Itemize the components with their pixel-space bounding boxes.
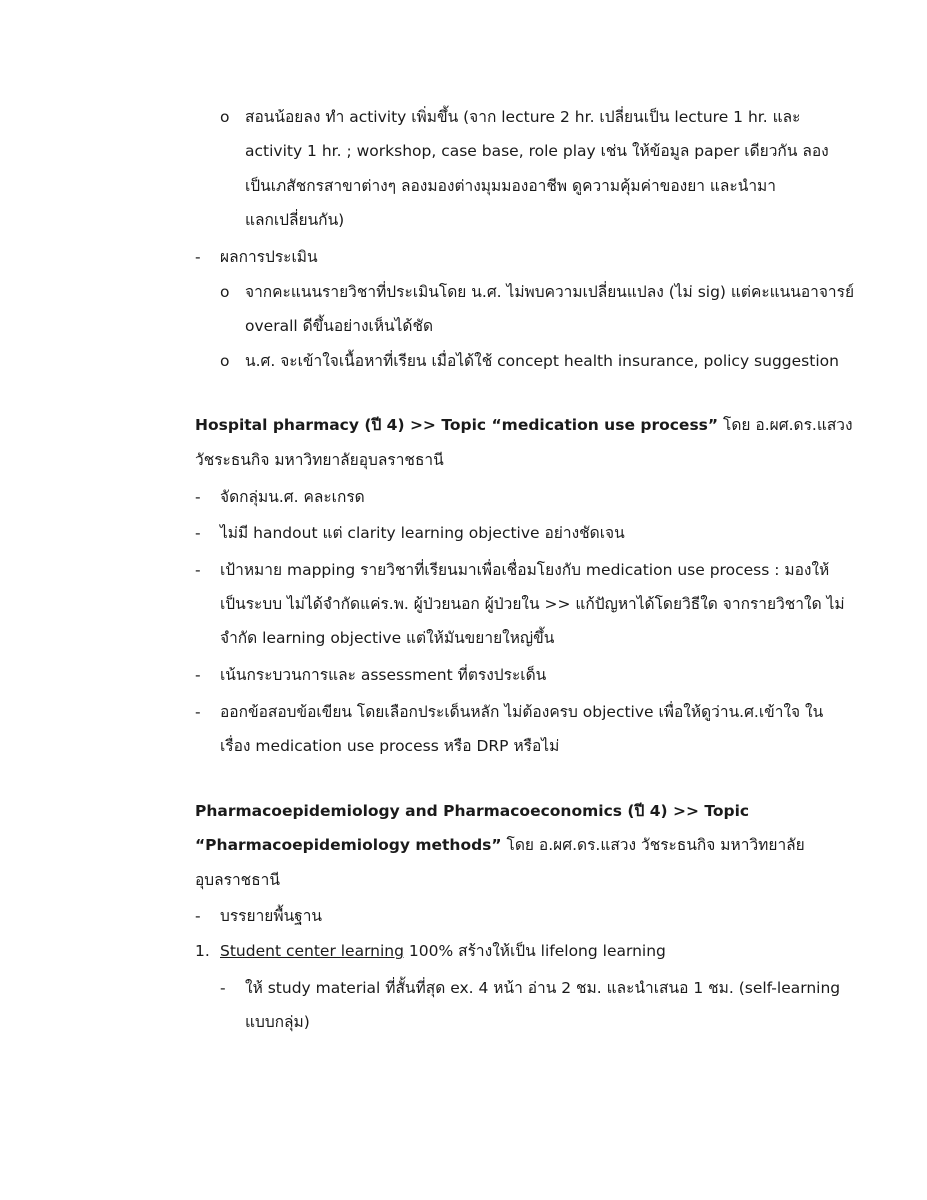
numbered-item-text: 100% สร้างให้เป็น lifelong learning [403, 942, 666, 960]
section-title-line3: อุบลราชธานี [195, 871, 280, 889]
dash-bullet: - [195, 907, 201, 925]
text-line: activity 1 hr. ; workshop, case base, role play เช่น ให้ข้อมูล paper เดียวกัน ลอง [245, 142, 829, 160]
dash-bullet: - [195, 666, 201, 684]
section-title-author: โดย อ.ผศ.ดร.แสวง [718, 416, 853, 434]
text-line: แบบกลุ่ม) [245, 1013, 310, 1031]
text-line: จำกัด learning objective แต่ให้มันขยายใหญ่ขึ้น [220, 629, 555, 647]
section-title-line2: วัชระธนกิจ มหาวิทยาลัยอุบลราชธานี [195, 451, 444, 469]
text-line: เป็นระบบ ไม่ได้จำกัดแค่ร.พ. ผู้ป่วยนอก ผู้ป่วยใน >> แก้ปัญหาได้โดยวิธีใด จากรายวิชาใด ไม่ [220, 595, 845, 613]
dash-bullet: - [195, 703, 201, 721]
evaluation-heading: ผลการประเมิน [220, 248, 318, 266]
section-title-line2 [195, 835, 805, 855]
text-line: น.ศ. จะเข้าใจเนื้อหาที่เรียน เมื่อได้ใช้ concept health insurance, policy suggestion [245, 352, 839, 370]
section-title-author: โดย อ.ผศ.ดร.แสวง วัชระธนกิจ มหาวิทยาลัย [501, 836, 805, 854]
list-item: จัดกลุ่มน.ศ. คละเกรด [220, 488, 365, 506]
section-title-bold: Hospital pharmacy (ปี 4) >> Topic “medication use process” [195, 416, 719, 434]
circle-bullet: o [220, 352, 230, 370]
text-line: ให้ study material ที่สั้นที่สุด ex. 4 หน้า อ่าน 2 ชม. และนำเสนอ 1 ชม. (self-learning [245, 979, 841, 997]
circle-bullet: o [220, 108, 230, 126]
dash-bullet: - [195, 524, 201, 542]
list-item: บรรยายพื้นฐาน [220, 907, 323, 925]
text-line: แลกเปลี่ยนกัน) [245, 211, 345, 229]
text-line: เป้าหมาย mapping รายวิชาที่เรียนมาเพื่อเชื่อมโยงกับ medication use process : มองให้ [220, 561, 830, 579]
dash-bullet: - [220, 979, 226, 997]
underlined-term: Student center learning [220, 942, 404, 960]
list-item: เน้นกระบวนการและ assessment ที่ตรงประเด็น [220, 666, 547, 684]
circle-bullet: o [220, 283, 230, 301]
dash-bullet: - [195, 248, 201, 266]
numbered-item [220, 941, 666, 961]
dash-bullet: - [195, 561, 201, 579]
dash-bullet: - [195, 488, 201, 506]
list-item: ไม่มี handout แต่ clarity learning objective อย่างชัดเจน [220, 524, 625, 542]
section-title [195, 415, 853, 435]
text-line: จากคะแนนรายวิชาที่ประเมินโดย น.ศ. ไม่พบความเปลี่ยนแปลง (ไม่ sig) แต่คะแนนอาจารย์ [245, 283, 855, 301]
text-line: เรื่อง medication use process หรือ DRP หรือไม่ [220, 737, 560, 755]
text-line: เป็นเภสัชกรสาขาต่างๆ ลองมองต่างมุมมองอาชีพ ดูความคุ้มค่าของยา และนำมา [245, 177, 776, 195]
text-line: ออกข้อสอบข้อเขียน โดยเลือกประเด็นหลัก ไม่ต้องครบ objective เพื่อให้ดูว่าน.ศ.เข้าใจ ใน [220, 703, 824, 721]
section-title-bold: “Pharmacoepidemiology methods” [195, 836, 502, 854]
numbered-marker: 1. [195, 942, 210, 960]
text-line: สอนน้อยลง ทำ activity เพิ่มขึ้น (จาก lecture 2 hr. เปลี่ยนเป็น lecture 1 hr. และ [245, 108, 801, 126]
section-title: Pharmacoepidemiology and Pharmacoeconomics (ปี 4) >> Topic [195, 802, 750, 820]
text-line: overall ดีขึ้นอย่างเห็นได้ชัด [245, 317, 434, 335]
